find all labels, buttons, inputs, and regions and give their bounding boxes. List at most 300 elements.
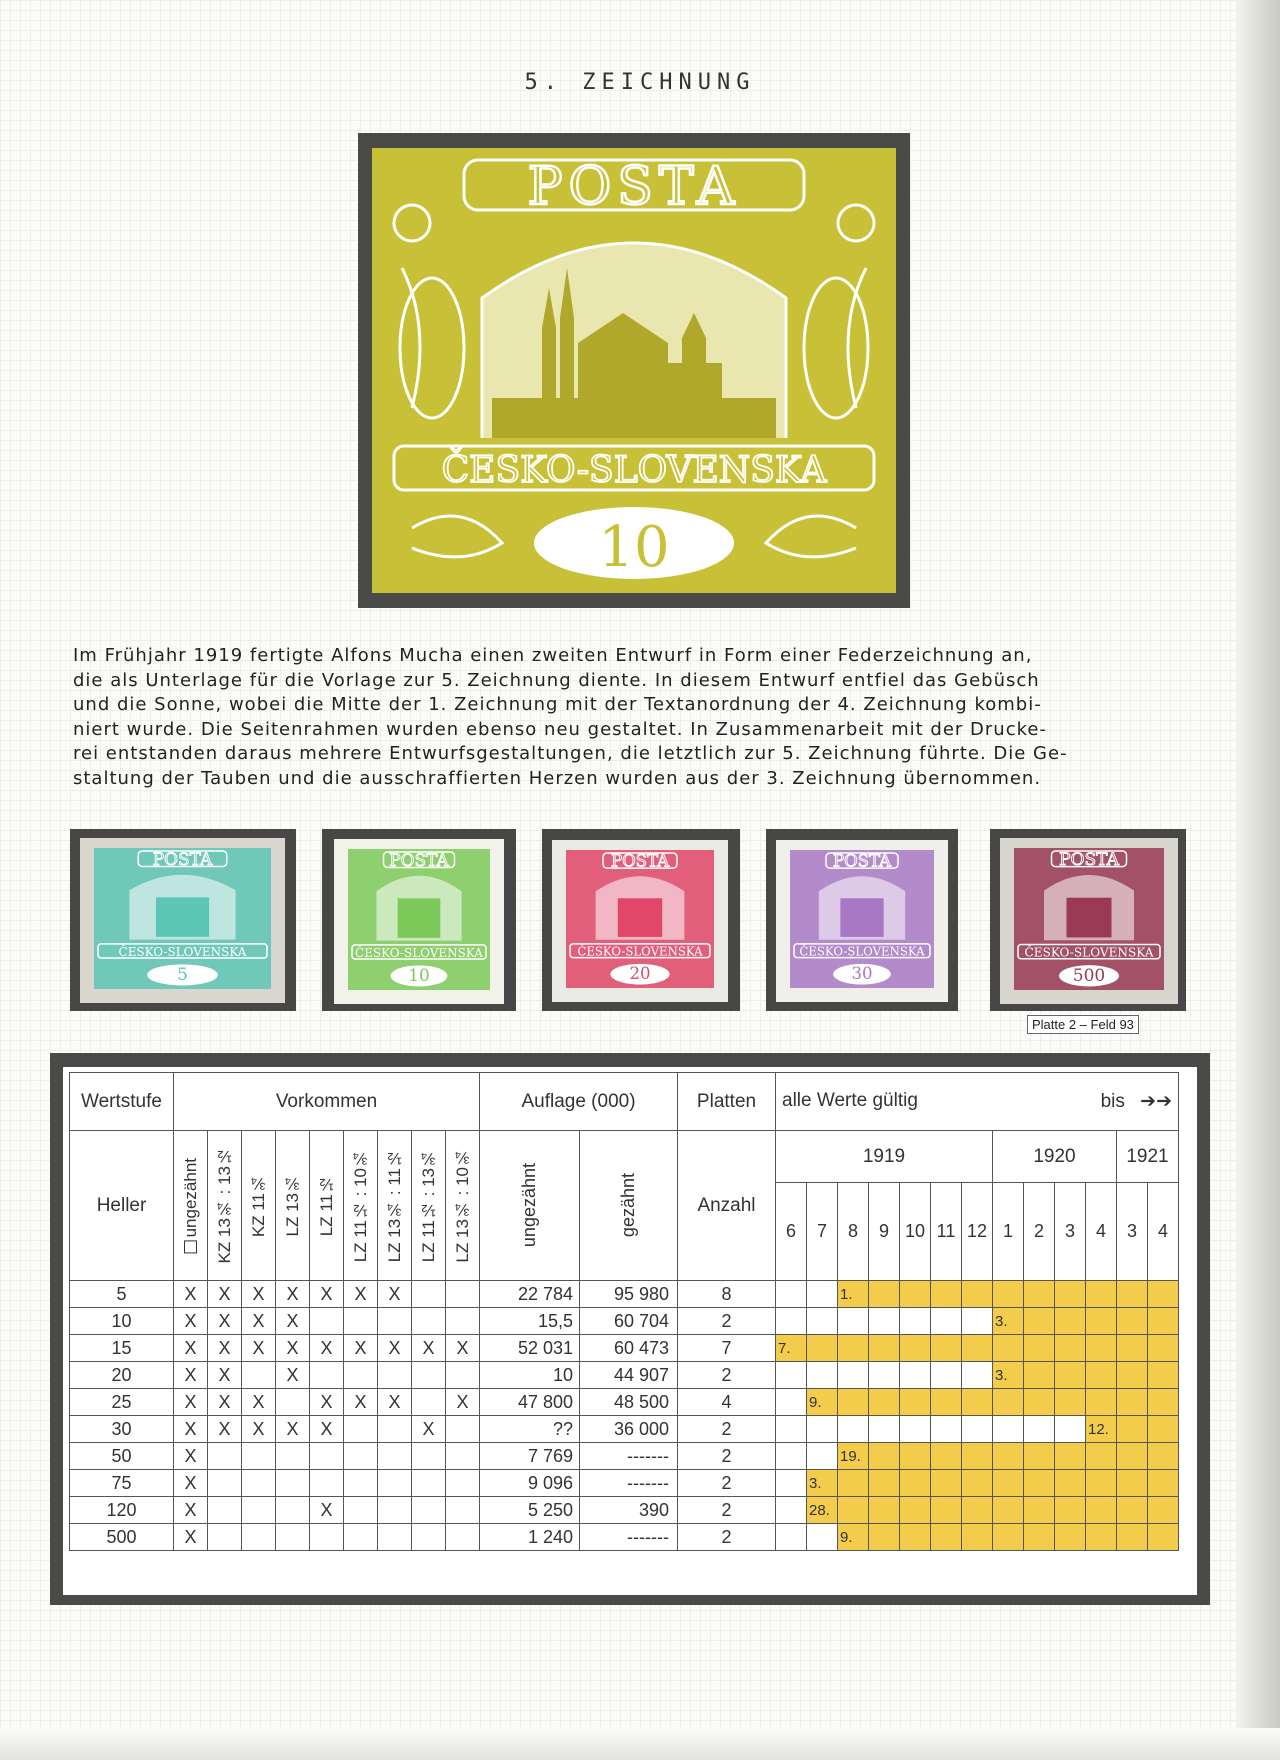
- cell-vorkommen: X: [310, 1497, 344, 1524]
- cell-month: [838, 1389, 869, 1416]
- cell-gezaehnt: 44 907: [580, 1362, 678, 1389]
- cell-month: [776, 1389, 807, 1416]
- header-wertstufe: Wertstufe: [70, 1073, 174, 1131]
- cell-vorkommen: X: [242, 1416, 276, 1443]
- cell-month: [931, 1524, 962, 1551]
- cell-ungezaehnt: ??: [480, 1416, 580, 1443]
- cell-start-date: 7.: [776, 1335, 807, 1362]
- table-row: [70, 1281, 1179, 1308]
- cell-value: 120: [70, 1497, 174, 1524]
- cell-month: [1055, 1443, 1086, 1470]
- cell-month: [869, 1470, 900, 1497]
- cell-vorkommen: [310, 1308, 344, 1335]
- cell-month: [776, 1416, 807, 1443]
- cell-month: [1148, 1443, 1179, 1470]
- cell-month: [776, 1362, 807, 1389]
- cell-month: [962, 1497, 993, 1524]
- cell-value: 20: [70, 1362, 174, 1389]
- table-row: [70, 1308, 1179, 1335]
- cell-vorkommen: [412, 1308, 446, 1335]
- month-header: 1: [993, 1183, 1024, 1281]
- table-row: [70, 1497, 1179, 1524]
- small-stamp-posta: POSTA: [832, 851, 892, 871]
- cell-vorkommen: [310, 1362, 344, 1389]
- table-row: [70, 1335, 1179, 1362]
- cell-month: [1148, 1389, 1179, 1416]
- cell-vorkommen: X: [378, 1335, 412, 1362]
- cell-month: [962, 1308, 993, 1335]
- cell-month: [807, 1443, 838, 1470]
- cell-anzahl: 7: [678, 1335, 776, 1362]
- cell-anzahl: 2: [678, 1308, 776, 1335]
- cell-month: [900, 1362, 931, 1389]
- month-header: 12: [962, 1183, 993, 1281]
- cell-vorkommen: X: [208, 1389, 242, 1416]
- header-ungezaehnt: ungezähnt: [480, 1131, 580, 1281]
- cell-month: [1117, 1335, 1148, 1362]
- cell-month: [1086, 1335, 1117, 1362]
- vk-col-4: LZ 11½: [310, 1131, 344, 1281]
- cell-ungezaehnt: 47 800: [480, 1389, 580, 1416]
- cell-month: [1117, 1362, 1148, 1389]
- cell-month: [931, 1416, 962, 1443]
- small-stamp-value: 500: [1072, 965, 1106, 986]
- cell-month: [1117, 1470, 1148, 1497]
- cell-month: [1117, 1416, 1148, 1443]
- cell-month: [1148, 1281, 1179, 1308]
- cell-month: [1086, 1524, 1117, 1551]
- cell-vorkommen: [208, 1524, 242, 1551]
- cell-vorkommen: X: [310, 1389, 344, 1416]
- cell-vorkommen: [412, 1497, 446, 1524]
- cell-month: [1086, 1470, 1117, 1497]
- cell-vorkommen: X: [174, 1443, 208, 1470]
- cell-ungezaehnt: 1 240: [480, 1524, 580, 1551]
- cell-gezaehnt: 60 704: [580, 1308, 678, 1335]
- cell-anzahl: 2: [678, 1497, 776, 1524]
- cell-month: [900, 1416, 931, 1443]
- cell-month: [776, 1524, 807, 1551]
- cell-vorkommen: X: [174, 1281, 208, 1308]
- table-row: [70, 1443, 1179, 1470]
- cell-vorkommen: X: [276, 1362, 310, 1389]
- description-line: niert wurde. Die Seitenrahmen wurden ebenso neu gestaltet. In Zusammenarbeit mit der Drucke-: [73, 718, 1047, 740]
- cell-month: [1086, 1443, 1117, 1470]
- cell-vorkommen: X: [174, 1389, 208, 1416]
- cell-vorkommen: X: [208, 1281, 242, 1308]
- cell-vorkommen: [412, 1362, 446, 1389]
- cell-vorkommen: X: [412, 1335, 446, 1362]
- vk-col-label: ungezähnt: [180, 1157, 200, 1238]
- header-bis: bis: [1100, 1091, 1125, 1112]
- cell-vorkommen: [208, 1470, 242, 1497]
- cell-gezaehnt: 60 473: [580, 1335, 678, 1362]
- small-stamp-country: ČESKO-SLOVENSKA: [1024, 945, 1154, 960]
- cell-vorkommen: X: [174, 1362, 208, 1389]
- cell-month: [869, 1308, 900, 1335]
- cell-vorkommen: [446, 1497, 480, 1524]
- cell-anzahl: 8: [678, 1281, 776, 1308]
- cell-vorkommen: X: [174, 1335, 208, 1362]
- cell-anzahl: 2: [678, 1362, 776, 1389]
- cell-month: [1024, 1497, 1055, 1524]
- cell-vorkommen: X: [242, 1335, 276, 1362]
- cell-vorkommen: X: [276, 1308, 310, 1335]
- stamp-caption: Platte 2 – Feld 93: [1027, 1015, 1139, 1034]
- cell-value: 500: [70, 1524, 174, 1551]
- cell-month: [1024, 1308, 1055, 1335]
- cell-vorkommen: X: [174, 1470, 208, 1497]
- cell-vorkommen: X: [242, 1281, 276, 1308]
- cell-month: [1148, 1308, 1179, 1335]
- cell-month: [869, 1416, 900, 1443]
- cell-vorkommen: [378, 1308, 412, 1335]
- small-stamp-value: 20: [629, 964, 651, 984]
- cell-month: [869, 1281, 900, 1308]
- cell-month: [1055, 1524, 1086, 1551]
- cell-vorkommen: X: [344, 1389, 378, 1416]
- cell-vorkommen: X: [242, 1389, 276, 1416]
- cell-gezaehnt: 95 980: [580, 1281, 678, 1308]
- cell-vorkommen: [344, 1362, 378, 1389]
- cell-vorkommen: X: [412, 1416, 446, 1443]
- cell-gezaehnt: 48 500: [580, 1389, 678, 1416]
- cell-gezaehnt: -------: [580, 1443, 678, 1470]
- cell-vorkommen: X: [174, 1416, 208, 1443]
- cell-vorkommen: X: [310, 1416, 344, 1443]
- small-stamp-posta: POSTA: [389, 849, 449, 870]
- cell-vorkommen: [208, 1497, 242, 1524]
- cell-month: [869, 1335, 900, 1362]
- cell-vorkommen: X: [208, 1335, 242, 1362]
- month-header: 10: [900, 1183, 931, 1281]
- cell-vorkommen: [242, 1362, 276, 1389]
- cell-vorkommen: X: [208, 1362, 242, 1389]
- month-header: 6: [776, 1183, 807, 1281]
- cell-month: [962, 1524, 993, 1551]
- cell-vorkommen: [412, 1443, 446, 1470]
- small-stamp: [776, 840, 948, 1002]
- cell-vorkommen: [242, 1470, 276, 1497]
- small-stamp-country: ČESKO-SLOVENSKA: [118, 944, 247, 959]
- small-stamp: [334, 839, 504, 1004]
- table-row: [70, 1470, 1179, 1497]
- cell-vorkommen: [378, 1470, 412, 1497]
- cell-month: [993, 1389, 1024, 1416]
- table-row: [70, 1362, 1179, 1389]
- cell-vorkommen: [310, 1524, 344, 1551]
- cell-vorkommen: [344, 1416, 378, 1443]
- page-edge-shadow: [1236, 0, 1280, 1760]
- cell-start-date: 3.: [993, 1362, 1024, 1389]
- cell-vorkommen: [276, 1443, 310, 1470]
- cell-value: 30: [70, 1416, 174, 1443]
- cell-vorkommen: [378, 1497, 412, 1524]
- cell-month: [869, 1497, 900, 1524]
- month-header: 9: [869, 1183, 900, 1281]
- cell-month: [838, 1362, 869, 1389]
- month-header: 3: [1055, 1183, 1086, 1281]
- cell-month: [1055, 1335, 1086, 1362]
- cell-month: [869, 1524, 900, 1551]
- cell-month: [900, 1308, 931, 1335]
- cell-month: [900, 1470, 931, 1497]
- cell-gezaehnt: 36 000: [580, 1416, 678, 1443]
- cell-month: [931, 1281, 962, 1308]
- cell-month: [1148, 1362, 1179, 1389]
- cell-month: [1117, 1308, 1148, 1335]
- cell-month: [776, 1308, 807, 1335]
- small-stamp: [80, 838, 285, 1003]
- year-1921: 1921: [1117, 1131, 1179, 1183]
- cell-month: [962, 1416, 993, 1443]
- cell-month: [931, 1362, 962, 1389]
- cell-vorkommen: X: [208, 1308, 242, 1335]
- cell-ungezaehnt: 52 031: [480, 1335, 580, 1362]
- page-title: 5. ZEICHNUNG: [524, 70, 756, 95]
- cell-vorkommen: [310, 1470, 344, 1497]
- year-1920: 1920: [993, 1131, 1117, 1183]
- cell-start-date: 3.: [993, 1308, 1024, 1335]
- cell-ungezaehnt: 10: [480, 1362, 580, 1389]
- cell-month: [931, 1389, 962, 1416]
- cell-month: [900, 1497, 931, 1524]
- cell-month: [1086, 1497, 1117, 1524]
- small-stamp-posta: POSTA: [610, 851, 670, 871]
- cell-vorkommen: [276, 1524, 310, 1551]
- vk-col-8: LZ 13¾ : 10¾: [446, 1131, 480, 1281]
- cell-month: [1055, 1416, 1086, 1443]
- cell-ungezaehnt: 7 769: [480, 1443, 580, 1470]
- cell-start-date: 19.: [838, 1443, 869, 1470]
- cell-ungezaehnt: 5 250: [480, 1497, 580, 1524]
- cell-ungezaehnt: 15,5: [480, 1308, 580, 1335]
- cell-month: [838, 1470, 869, 1497]
- cell-vorkommen: [378, 1416, 412, 1443]
- cell-month: [900, 1335, 931, 1362]
- cell-month: [869, 1389, 900, 1416]
- cell-month: [962, 1470, 993, 1497]
- cell-month: [931, 1443, 962, 1470]
- cell-month: [900, 1443, 931, 1470]
- cell-month: [838, 1308, 869, 1335]
- cell-gezaehnt: -------: [580, 1470, 678, 1497]
- cell-month: [1148, 1335, 1179, 1362]
- cell-start-date: 9.: [807, 1389, 838, 1416]
- cell-anzahl: 2: [678, 1524, 776, 1551]
- cell-month: [962, 1281, 993, 1308]
- cell-month: [1117, 1281, 1148, 1308]
- cell-vorkommen: X: [174, 1308, 208, 1335]
- cell-month: [807, 1335, 838, 1362]
- cell-month: [776, 1497, 807, 1524]
- cell-month: [838, 1497, 869, 1524]
- cell-value: 10: [70, 1308, 174, 1335]
- year-1919: 1919: [776, 1131, 993, 1183]
- cell-vorkommen: [344, 1497, 378, 1524]
- cell-month: [1148, 1470, 1179, 1497]
- cell-month: [900, 1389, 931, 1416]
- cell-vorkommen: X: [344, 1335, 378, 1362]
- cell-month: [1086, 1281, 1117, 1308]
- description-line: staltung der Tauben und die ausschraffierten Herzen wurden aus der 3. Zeichnung übernommen.: [73, 767, 1042, 789]
- cell-month: [1024, 1443, 1055, 1470]
- cell-ungezaehnt: 22 784: [480, 1281, 580, 1308]
- header-gezaehnt: gezähnt: [580, 1131, 678, 1281]
- main-stamp-value: 10: [598, 515, 670, 580]
- cell-month: [1055, 1470, 1086, 1497]
- cell-month: [900, 1281, 931, 1308]
- cell-vorkommen: [242, 1524, 276, 1551]
- cell-month: [931, 1335, 962, 1362]
- cell-month: [962, 1443, 993, 1470]
- cell-vorkommen: [446, 1470, 480, 1497]
- small-stamp: [1000, 838, 1178, 1004]
- cell-value: 50: [70, 1443, 174, 1470]
- cell-vorkommen: [446, 1416, 480, 1443]
- main-stamp: [372, 148, 896, 593]
- cell-month: [993, 1281, 1024, 1308]
- cell-month: [869, 1362, 900, 1389]
- cell-vorkommen: [276, 1497, 310, 1524]
- cell-vorkommen: [446, 1443, 480, 1470]
- cell-vorkommen: X: [446, 1389, 480, 1416]
- cell-month: [1148, 1524, 1179, 1551]
- vk-col-7: LZ 11½ : 13¾: [412, 1131, 446, 1281]
- cell-vorkommen: X: [276, 1416, 310, 1443]
- small-stamp-country: ČESKO-SLOVENSKA: [799, 944, 925, 959]
- cell-month: [931, 1497, 962, 1524]
- cell-vorkommen: X: [276, 1281, 310, 1308]
- cell-month: [900, 1524, 931, 1551]
- main-stamp-posta: POSTA: [527, 157, 741, 217]
- cell-month: [1086, 1362, 1117, 1389]
- cell-vorkommen: X: [174, 1497, 208, 1524]
- cell-month: [993, 1524, 1024, 1551]
- small-stamp-value: 30: [851, 964, 873, 984]
- small-stamp-posta: POSTA: [1059, 850, 1119, 871]
- page-bottom-edge: [0, 1728, 1280, 1760]
- description-paragraph: [73, 644, 1213, 791]
- cell-vorkommen: X: [310, 1335, 344, 1362]
- cell-month: [931, 1308, 962, 1335]
- cell-month: [1024, 1470, 1055, 1497]
- cell-month: [993, 1470, 1024, 1497]
- cell-vorkommen: X: [378, 1389, 412, 1416]
- cell-month: [807, 1524, 838, 1551]
- cell-month: [1117, 1443, 1148, 1470]
- cell-month: [1055, 1497, 1086, 1524]
- cell-month: [1117, 1524, 1148, 1551]
- cell-start-date: 3.: [807, 1470, 838, 1497]
- cell-month: [962, 1389, 993, 1416]
- vk-col-5: LZ 11½ : 10¾: [344, 1131, 378, 1281]
- cell-vorkommen: X: [276, 1335, 310, 1362]
- cell-month: [1086, 1308, 1117, 1335]
- cell-vorkommen: [412, 1470, 446, 1497]
- cell-anzahl: 2: [678, 1443, 776, 1470]
- cell-month: [1024, 1335, 1055, 1362]
- cell-start-date: 12.: [1086, 1416, 1117, 1443]
- vk-col-3: LZ 13¾: [276, 1131, 310, 1281]
- table-row: [70, 1389, 1179, 1416]
- cell-gezaehnt: -------: [580, 1524, 678, 1551]
- small-stamp-posta: POSTA: [152, 848, 213, 869]
- month-header: 11: [931, 1183, 962, 1281]
- cell-month: [776, 1470, 807, 1497]
- issue-table-wrapper: [69, 1072, 1179, 1551]
- cell-month: [1024, 1416, 1055, 1443]
- cell-month: [1055, 1308, 1086, 1335]
- month-header: 4: [1086, 1183, 1117, 1281]
- cell-month: [838, 1335, 869, 1362]
- description-line: rei entstanden daraus mehrere Entwurfsgestaltungen, die letztlich zur 5. Zeichnung führte. Die Ge-: [73, 743, 1068, 764]
- month-header: 2: [1024, 1183, 1055, 1281]
- vk-col-1: KZ 13¾ : 13½: [208, 1131, 242, 1281]
- cell-start-date: 28.: [807, 1497, 838, 1524]
- cell-value: 15: [70, 1335, 174, 1362]
- cell-month: [807, 1416, 838, 1443]
- cell-vorkommen: [276, 1470, 310, 1497]
- month-header: 4: [1148, 1183, 1179, 1281]
- cell-month: [993, 1443, 1024, 1470]
- cell-vorkommen: [446, 1281, 480, 1308]
- cell-month: [838, 1416, 869, 1443]
- cell-vorkommen: X: [446, 1335, 480, 1362]
- cell-vorkommen: [446, 1308, 480, 1335]
- cell-vorkommen: [378, 1443, 412, 1470]
- issue-table: [69, 1072, 1179, 1551]
- cell-month: [1055, 1281, 1086, 1308]
- cell-vorkommen: X: [378, 1281, 412, 1308]
- cell-value: 75: [70, 1470, 174, 1497]
- header-anzahl: Anzahl: [678, 1131, 776, 1281]
- table-row: [70, 1416, 1179, 1443]
- header-bis-group: [1101, 1090, 1178, 1113]
- vk-col-0: [174, 1131, 208, 1281]
- cell-month: [962, 1362, 993, 1389]
- cell-month: [807, 1362, 838, 1389]
- cell-value: 25: [70, 1389, 174, 1416]
- main-stamp-country: ČESKO-SLOVENSKA: [441, 450, 827, 491]
- description-line: und die Sonne, wobei die Mitte der 1. Zeichnung mit der Textanordnung der 4. Zeichnung kombi-: [73, 694, 1042, 715]
- cell-month: [993, 1497, 1024, 1524]
- header-gueltig: alle Werte gültig: [782, 1090, 918, 1111]
- header-heller: Heller: [70, 1131, 174, 1281]
- cell-vorkommen: [344, 1443, 378, 1470]
- cell-anzahl: 2: [678, 1416, 776, 1443]
- cell-month: [931, 1470, 962, 1497]
- cell-month: [1148, 1416, 1179, 1443]
- vk-col-6: LZ 13¾ : 11½: [378, 1131, 412, 1281]
- cell-vorkommen: X: [174, 1524, 208, 1551]
- cell-vorkommen: [344, 1524, 378, 1551]
- checkbox-square-icon: [184, 1240, 197, 1253]
- cell-vorkommen: X: [208, 1416, 242, 1443]
- small-stamp-country: ČESKO-SLOVENSKA: [577, 944, 703, 959]
- cell-vorkommen: [412, 1389, 446, 1416]
- cell-vorkommen: [446, 1524, 480, 1551]
- header-vorkommen: Vorkommen: [174, 1073, 480, 1131]
- cell-anzahl: 2: [678, 1470, 776, 1497]
- small-stamp-value: 5: [177, 963, 188, 984]
- header-platten: Platten: [678, 1073, 776, 1131]
- cell-vorkommen: [276, 1389, 310, 1416]
- cell-vorkommen: [446, 1362, 480, 1389]
- cell-start-date: 9.: [838, 1524, 869, 1551]
- small-stamp-country: ČESKO-SLOVENSKA: [355, 945, 483, 960]
- cell-month: [1055, 1362, 1086, 1389]
